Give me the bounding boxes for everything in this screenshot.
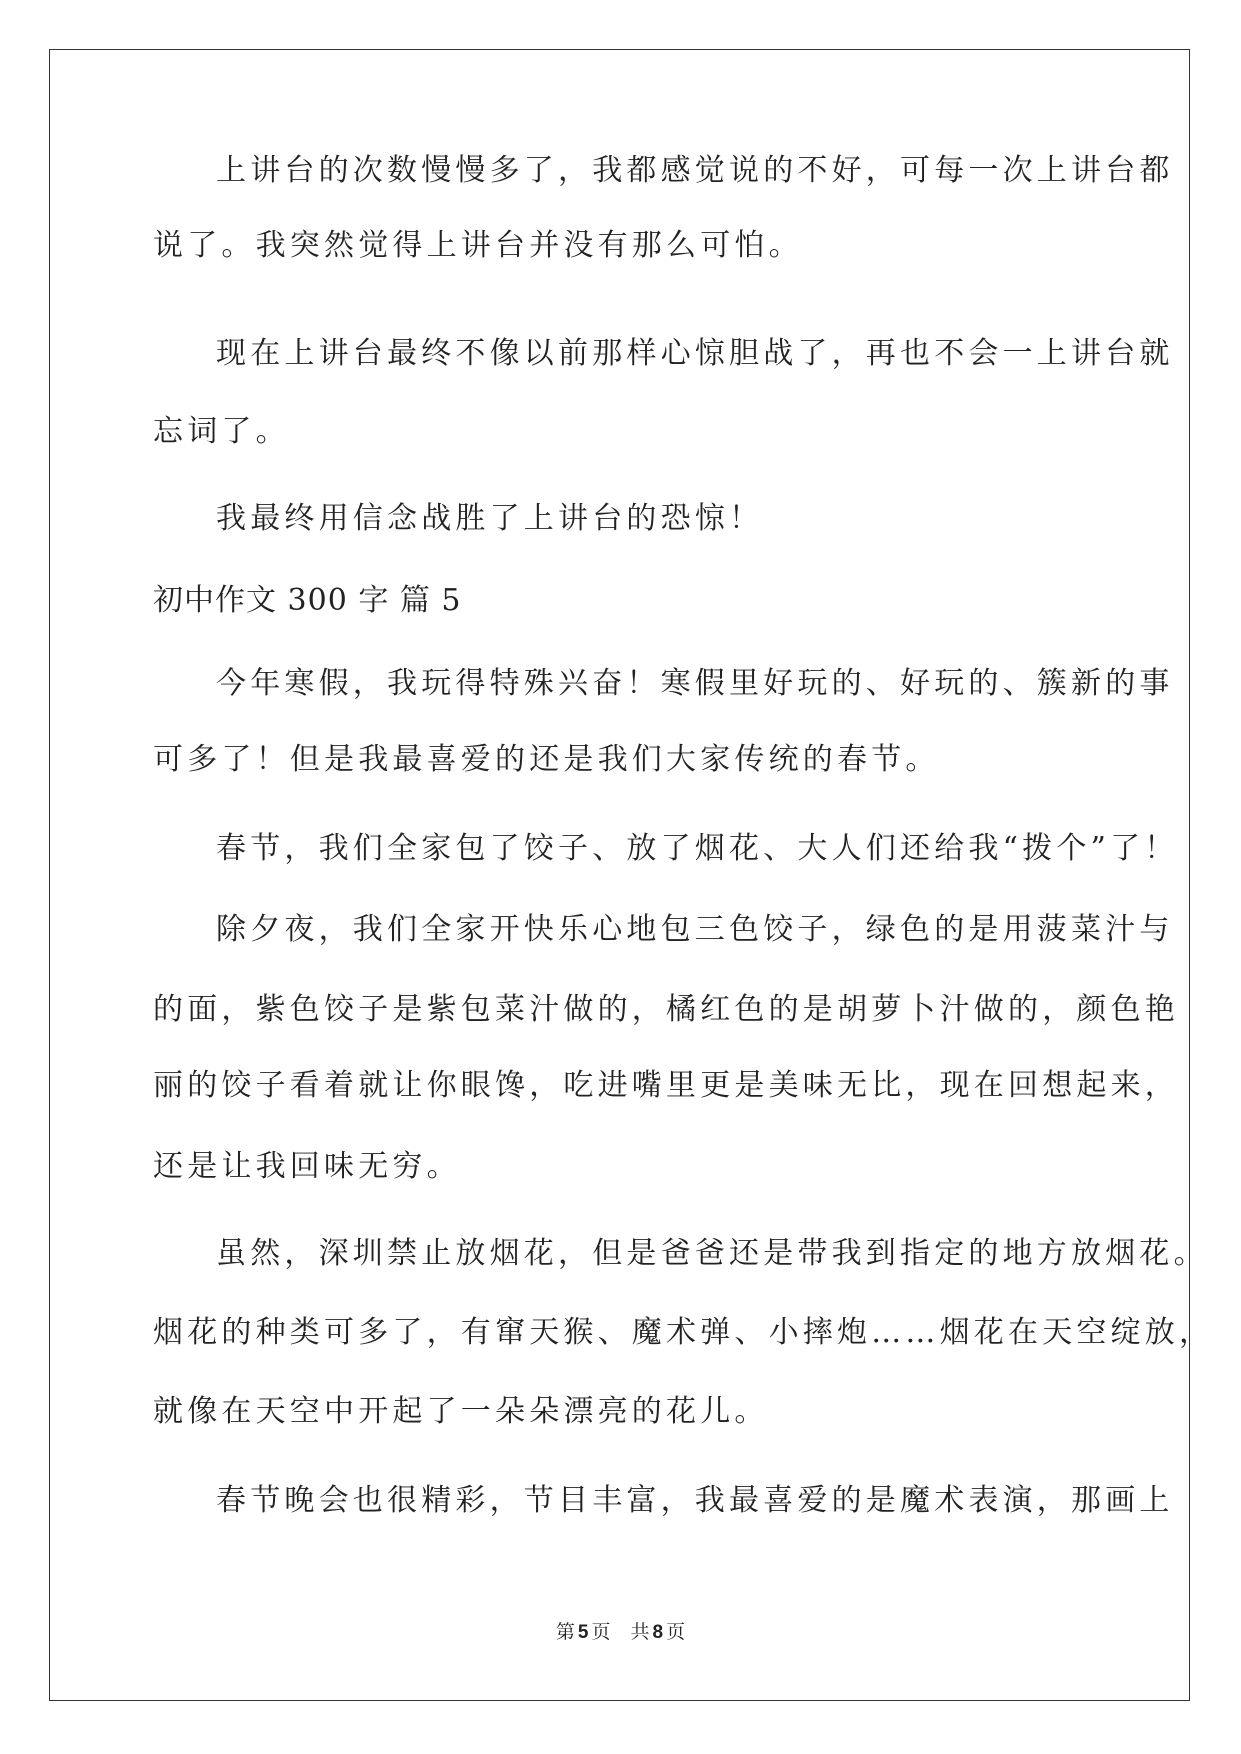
paragraph-line: 可多了！但是我最喜爱的还是我们大家传统的春节。 [153,742,940,777]
paragraph-line: 丽的饺子看着就让你眼馋，吃进嘴里更是美味无比，现在回想起来， [153,1068,1179,1103]
section-heading: 初中作文 300 字 篇 5 [153,583,462,618]
paragraph-line: 我最终用信念战胜了上讲台的恐惊！ [216,501,764,536]
paragraph-line: 上讲台的次数慢慢多了，我都感觉说的不好，可每一次上讲台都 [216,153,1174,188]
paragraph-line: 就像在天空中开起了一朵朵漂亮的花儿。 [153,1394,769,1429]
paragraph-line: 除夕夜，我们全家开快乐心地包三色饺子，绿色的是用菠菜汁与 [216,912,1174,947]
footer-page-suffix: 页 [591,1621,611,1643]
paragraph-line: 烟花的种类可多了，有窜天猴、魔术弹、小摔炮……烟花在天空绽放， [153,1315,1214,1350]
current-page-number: 5 [577,1622,589,1643]
footer-total-suffix: 页 [666,1621,686,1643]
paragraph-line: 春节晚会也很精彩，节目丰富，我最喜爱的是魔术表演，那画上 [216,1483,1174,1518]
paragraph-line: 今年寒假，我玩得特殊兴奋！寒假里好玩的、好玩的、簇新的事 [216,666,1174,701]
total-page-number: 8 [652,1622,664,1643]
footer-total-prefix: 共 [630,1621,650,1643]
paragraph-line: 虽然，深圳禁止放烟花，但是爸爸还是带我到指定的地方放烟花。 [216,1236,1208,1271]
page-border [49,49,1190,1701]
paragraph-line: 说了。我突然觉得上讲台并没有那么可怕。 [153,228,803,263]
page-footer [0,1620,1241,1645]
paragraph-line: 现在上讲台最终不像以前那样心惊胆战了，再也不会一上讲台就 [216,336,1174,371]
paragraph-line: 忘词了。 [153,414,290,449]
footer-prefix: 第 [555,1621,575,1643]
paragraph-line: 的面，紫色饺子是紫包菜汁做的，橘红色的是胡萝卜汁做的，颜色艳 [153,992,1179,1027]
paragraph-line: 春节，我们全家包了饺子、放了烟花、大人们还给我“拨个”了！ [216,831,1179,866]
paragraph-line: 还是让我回味无穷。 [153,1149,461,1184]
